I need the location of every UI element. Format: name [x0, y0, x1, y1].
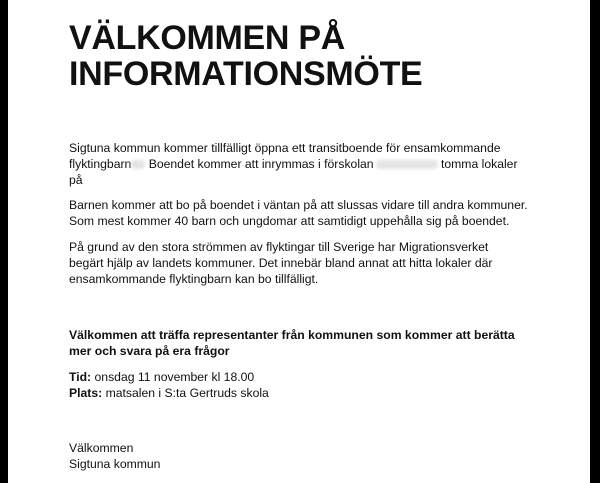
closing-signature: Sigtuna kommun: [69, 457, 161, 471]
time-value: onsdag 11 november kl 18.00: [91, 370, 255, 384]
children-paragraph: [69, 197, 569, 229]
title-line-1: VÄLKOMMEN PÅ: [69, 19, 345, 57]
meeting-place: [69, 385, 569, 401]
invitation-line-1: Välkommen att träffa representanter från kommunen som kommer att berätta: [69, 328, 515, 342]
intro-line-3: på: [69, 173, 83, 187]
time-label: Tid:: [69, 370, 92, 384]
children-line-1: Barnen kommer att bo på boendet i väntan på att slussas vidare till andra kommuner.: [69, 198, 528, 212]
invitation-line-2: mer och svara på era frågor: [69, 344, 230, 358]
intro-line-2: [69, 156, 569, 172]
invitation-paragraph: [69, 327, 569, 359]
closing: [69, 440, 569, 472]
place-label: Plats:: [69, 386, 103, 400]
intro-line-2-part-a: flyktingbarn: [69, 157, 132, 171]
background-line-2: begärt hjälp av landets kommuner. Det innebär bland annat att hitta lokaler där: [69, 256, 493, 270]
meeting-time: [69, 369, 569, 385]
background-paragraph: [69, 239, 569, 287]
page-title: [69, 20, 569, 92]
intro-line-2-part-b: Boendet kommer att inrymmas i förskolan: [145, 157, 374, 171]
intro-paragraph: [69, 140, 569, 188]
title-line-2: INFORMATIONSMÖTE: [69, 55, 423, 93]
document-page: [8, 0, 590, 483]
background-line-1: På grund av den stora strömmen av flyktingar till Sverige har Migrationsverket: [69, 240, 489, 254]
closing-greeting: Välkommen: [69, 441, 134, 455]
place-value: matsalen i S:ta Gertruds skola: [102, 386, 269, 400]
intro-line-1: Sigtuna kommun kommer tillfälligt öppna ett transitboende för ensamkommande: [69, 141, 501, 155]
redacted-text: [376, 160, 438, 169]
meeting-details: [69, 369, 569, 401]
children-line-2: Som mest kommer 40 barn och ungdomar att samtidigt uppehålla sig på boendet.: [69, 214, 510, 228]
redacted-text: [131, 160, 145, 169]
intro-line-2-part-c: tomma lokaler: [437, 157, 518, 171]
background-line-3: ensamkommande flyktingbarn kan bo tillfälligt.: [69, 272, 319, 286]
